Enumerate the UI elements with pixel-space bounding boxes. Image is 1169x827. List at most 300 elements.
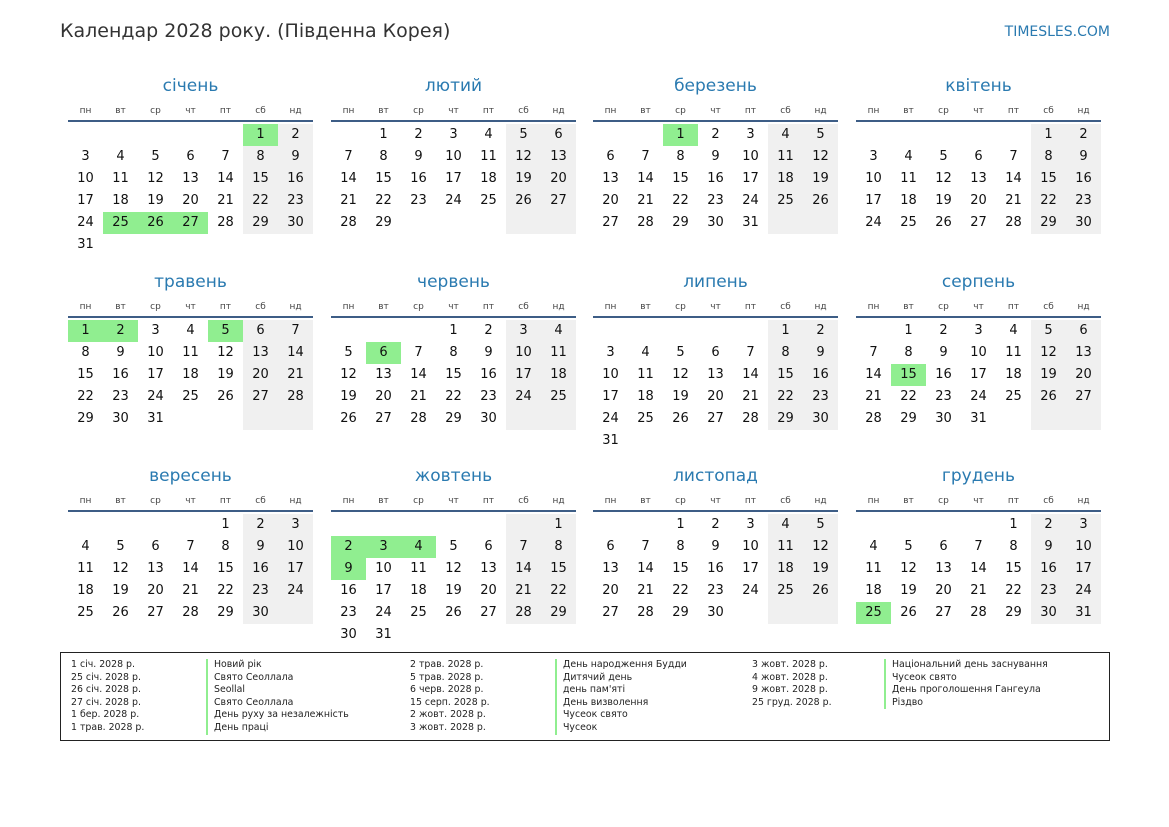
day-cell-holiday: 2 xyxy=(331,536,366,558)
month-1 xyxy=(68,76,313,266)
day-cell: 2 xyxy=(256,517,265,532)
day-cell: 24 xyxy=(602,411,619,426)
day-cell: 25 xyxy=(637,411,654,426)
day-cell: 7 xyxy=(291,323,300,338)
day-cell: 9 xyxy=(939,345,948,360)
day-cell: 2 xyxy=(414,127,423,142)
month-7 xyxy=(593,272,838,462)
holiday-date: 27 січ. 2028 р. xyxy=(71,696,141,708)
day-cell: 10 xyxy=(970,345,987,360)
holiday-names-column xyxy=(884,659,1048,709)
day-cell: 1 xyxy=(781,323,790,338)
day-cell: 3 xyxy=(974,323,983,338)
day-cell: 27 xyxy=(480,605,497,620)
weekday-label: пн xyxy=(867,302,880,312)
day-cell: 17 xyxy=(77,193,94,208)
day-cell: 6 xyxy=(554,127,563,142)
day-cell: 20 xyxy=(480,583,497,598)
day-cell: 24 xyxy=(970,389,987,404)
holiday-name: Seollal xyxy=(206,684,349,697)
day-cell: 3 xyxy=(291,517,300,532)
weekday-label: нд xyxy=(814,496,827,506)
header-rule xyxy=(68,510,313,512)
site-link[interactable]: TIMESLES.COM xyxy=(1004,24,1110,40)
holiday-date: 4 жовт. 2028 р. xyxy=(752,671,828,683)
holiday-name: Новий рік xyxy=(206,659,349,672)
day-cell: 9 xyxy=(816,345,825,360)
day-cell: 5 xyxy=(816,127,825,142)
day-cell: 20 xyxy=(182,193,199,208)
day-cell-holiday: 25 xyxy=(856,602,891,624)
day-cell: 14 xyxy=(1005,171,1022,186)
holiday-dates-column xyxy=(410,659,490,735)
day-cell: 16 xyxy=(707,561,724,576)
day-cell: 20 xyxy=(550,171,567,186)
header-rule xyxy=(68,316,313,318)
weekday-label: пн xyxy=(79,302,92,312)
weekday-label: чт xyxy=(710,106,721,116)
weekday-label: ср xyxy=(675,302,686,312)
day-cell: 18 xyxy=(77,583,94,598)
weekday-label: пн xyxy=(604,302,617,312)
day-cell: 7 xyxy=(414,345,423,360)
day-cell: 21 xyxy=(637,583,654,598)
month-5 xyxy=(68,272,313,462)
day-cell: 28 xyxy=(515,605,532,620)
day-cell: 7 xyxy=(344,149,353,164)
weekday-label: нд xyxy=(814,106,827,116)
day-cell: 7 xyxy=(869,345,878,360)
weekday-label: ср xyxy=(413,302,424,312)
day-cell: 1 xyxy=(554,517,563,532)
day-cell: 12 xyxy=(340,367,357,382)
holiday-name: День праці xyxy=(206,722,349,735)
day-cell: 9 xyxy=(1079,149,1088,164)
month-4 xyxy=(856,76,1101,266)
day-cell: 18 xyxy=(900,193,917,208)
day-cell: 13 xyxy=(707,367,724,382)
day-cell: 17 xyxy=(147,367,164,382)
weekday-label: нд xyxy=(1077,106,1090,116)
day-cell: 20 xyxy=(707,389,724,404)
month-title: жовтень xyxy=(414,466,493,486)
weekday-label: пт xyxy=(1007,496,1020,506)
day-cell: 2 xyxy=(711,127,720,142)
day-cell: 9 xyxy=(414,149,423,164)
day-cell: 23 xyxy=(707,583,724,598)
day-cell: 28 xyxy=(742,411,759,426)
weekday-label: сб xyxy=(255,106,266,116)
weekday-label: вт xyxy=(640,302,651,312)
day-cell: 26 xyxy=(445,605,462,620)
day-cell: 14 xyxy=(217,171,234,186)
day-cell: 12 xyxy=(1040,345,1057,360)
day-cell: 11 xyxy=(182,345,199,360)
month-title: лютий xyxy=(424,76,483,96)
day-cell: 17 xyxy=(970,367,987,382)
day-cell: 17 xyxy=(742,561,759,576)
month-11 xyxy=(593,466,838,656)
day-cell: 12 xyxy=(672,367,689,382)
day-cell: 24 xyxy=(1075,583,1092,598)
weekday-label: чт xyxy=(185,302,196,312)
weekday-label: чт xyxy=(448,106,459,116)
weekday-label: ср xyxy=(938,106,949,116)
day-cell: 22 xyxy=(217,583,234,598)
day-cell: 14 xyxy=(865,367,882,382)
holiday-date: 15 серп. 2028 р. xyxy=(410,696,490,708)
day-cell: 18 xyxy=(777,171,794,186)
day-cell: 22 xyxy=(1005,583,1022,598)
page-title: Календар 2028 року. (Південна Корея) xyxy=(60,20,451,42)
weekday-label: вт xyxy=(640,496,651,506)
day-cell: 8 xyxy=(676,149,685,164)
day-cell: 20 xyxy=(375,389,392,404)
holiday-date: 3 жовт. 2028 р. xyxy=(410,721,486,733)
day-cell: 15 xyxy=(672,561,689,576)
day-cell: 23 xyxy=(340,605,357,620)
day-cell: 21 xyxy=(217,193,234,208)
day-cell: 28 xyxy=(637,215,654,230)
weekday-label: нд xyxy=(814,302,827,312)
day-cell: 18 xyxy=(410,583,427,598)
holiday-date: 2 жовт. 2028 р. xyxy=(410,709,486,721)
month-10 xyxy=(331,466,576,656)
holiday-name: День проголошення Гангеула xyxy=(884,684,1048,697)
day-cell: 3 xyxy=(869,149,878,164)
weekday-label: сб xyxy=(518,496,529,506)
day-cell: 23 xyxy=(410,193,427,208)
day-cell: 16 xyxy=(1075,171,1092,186)
day-cell: 22 xyxy=(672,193,689,208)
day-cell: 6 xyxy=(256,323,265,338)
day-cell: 17 xyxy=(1075,561,1092,576)
day-cell: 24 xyxy=(287,583,304,598)
day-cell: 27 xyxy=(970,215,987,230)
day-cell: 31 xyxy=(602,433,619,448)
day-cell: 9 xyxy=(116,345,125,360)
day-cell: 13 xyxy=(480,561,497,576)
weekday-label: сб xyxy=(255,496,266,506)
day-cell: 15 xyxy=(550,561,567,576)
weekday-label: сб xyxy=(780,106,791,116)
weekday-label: ср xyxy=(150,106,161,116)
day-cell: 19 xyxy=(812,171,829,186)
holidays-list xyxy=(60,652,1110,741)
day-cell: 22 xyxy=(77,389,94,404)
day-cell: 8 xyxy=(81,345,90,360)
weekday-label: пт xyxy=(744,106,757,116)
day-cell: 4 xyxy=(116,149,125,164)
day-cell: 29 xyxy=(217,605,234,620)
holiday-dates-column xyxy=(752,659,832,709)
weekday-label: нд xyxy=(552,302,565,312)
day-cell: 26 xyxy=(812,583,829,598)
day-cell: 14 xyxy=(970,561,987,576)
weekday-label: пн xyxy=(867,106,880,116)
day-cell: 3 xyxy=(1079,517,1088,532)
day-cell-holiday: 15 xyxy=(891,364,926,386)
day-cell: 23 xyxy=(252,583,269,598)
day-cell: 21 xyxy=(970,583,987,598)
day-cell: 11 xyxy=(865,561,882,576)
day-cell: 4 xyxy=(641,345,650,360)
day-cell: 25 xyxy=(777,583,794,598)
day-cell: 2 xyxy=(711,517,720,532)
day-cell: 23 xyxy=(1075,193,1092,208)
weekday-label: пт xyxy=(219,302,232,312)
day-cell: 4 xyxy=(869,539,878,554)
day-cell: 8 xyxy=(1009,539,1018,554)
holiday-name: Дитячий день xyxy=(555,672,687,685)
weekday-label: вт xyxy=(903,106,914,116)
day-cell: 5 xyxy=(151,149,160,164)
day-cell: 19 xyxy=(935,193,952,208)
day-cell: 22 xyxy=(445,389,462,404)
day-cell: 4 xyxy=(904,149,913,164)
header-rule xyxy=(593,510,838,512)
holiday-date: 2 трав. 2028 р. xyxy=(410,659,484,670)
day-cell: 1 xyxy=(1009,517,1018,532)
day-cell: 17 xyxy=(375,583,392,598)
day-cell: 29 xyxy=(77,411,94,426)
header-rule xyxy=(331,120,576,122)
day-cell: 27 xyxy=(602,605,619,620)
day-cell: 24 xyxy=(77,215,94,230)
day-cell: 21 xyxy=(340,193,357,208)
day-cell: 31 xyxy=(77,237,94,252)
weekday-label: нд xyxy=(1077,302,1090,312)
day-cell: 12 xyxy=(112,561,129,576)
day-cell: 15 xyxy=(252,171,269,186)
holiday-name: День руху за незалежність xyxy=(206,709,349,722)
day-cell: 20 xyxy=(935,583,952,598)
day-cell: 7 xyxy=(519,539,528,554)
day-cell: 28 xyxy=(182,605,199,620)
day-cell: 23 xyxy=(112,389,129,404)
day-cell: 28 xyxy=(865,411,882,426)
day-cell: 8 xyxy=(449,345,458,360)
month-title: серпень xyxy=(941,272,1016,292)
day-cell: 27 xyxy=(602,215,619,230)
day-cell: 3 xyxy=(519,323,528,338)
day-cell: 3 xyxy=(449,127,458,142)
day-cell: 21 xyxy=(182,583,199,598)
day-cell: 17 xyxy=(742,171,759,186)
month-9 xyxy=(68,466,313,656)
day-cell: 14 xyxy=(287,345,304,360)
day-cell: 19 xyxy=(900,583,917,598)
day-cell: 11 xyxy=(777,539,794,554)
day-cell: 15 xyxy=(672,171,689,186)
header-rule xyxy=(856,510,1101,512)
month-title: липень xyxy=(683,272,748,292)
weekday-label: нд xyxy=(1077,496,1090,506)
weekday-label: пн xyxy=(79,496,92,506)
day-cell: 4 xyxy=(186,323,195,338)
day-cell: 16 xyxy=(287,171,304,186)
weekday-label: вт xyxy=(115,302,126,312)
day-cell: 17 xyxy=(602,389,619,404)
day-cell: 3 xyxy=(746,517,755,532)
day-cell: 22 xyxy=(900,389,917,404)
day-cell-holiday: 4 xyxy=(401,536,436,558)
day-cell: 25 xyxy=(480,193,497,208)
day-cell: 31 xyxy=(375,627,392,642)
day-cell: 18 xyxy=(865,583,882,598)
day-cell: 30 xyxy=(935,411,952,426)
day-cell: 25 xyxy=(182,389,199,404)
holiday-dates-column xyxy=(71,659,144,735)
weekday-label: пт xyxy=(744,496,757,506)
day-cell: 24 xyxy=(742,583,759,598)
day-cell: 9 xyxy=(256,539,265,554)
weekday-label: пт xyxy=(482,496,495,506)
day-cell: 11 xyxy=(410,561,427,576)
weekday-label: ср xyxy=(150,496,161,506)
day-cell: 1 xyxy=(904,323,913,338)
holiday-name: Свято Сеоллала xyxy=(206,697,349,710)
day-cell-holiday: 3 xyxy=(366,536,401,558)
holiday-name: Свято Сеоллала xyxy=(206,672,349,685)
month-title: грудень xyxy=(941,466,1016,486)
day-cell: 21 xyxy=(410,389,427,404)
weekday-label: сб xyxy=(780,496,791,506)
weekday-label: вт xyxy=(115,496,126,506)
day-cell: 8 xyxy=(781,345,790,360)
weekday-label: пт xyxy=(482,302,495,312)
holiday-name: Чусеок свято xyxy=(555,709,687,722)
weekday-label: ср xyxy=(413,496,424,506)
day-cell: 6 xyxy=(1079,323,1088,338)
day-cell-holiday: 1 xyxy=(663,124,698,146)
weekday-label: чт xyxy=(973,106,984,116)
day-cell: 27 xyxy=(147,605,164,620)
month-3 xyxy=(593,76,838,266)
day-cell: 13 xyxy=(375,367,392,382)
day-cell: 5 xyxy=(1044,323,1053,338)
weekday-label: пн xyxy=(604,496,617,506)
day-cell: 4 xyxy=(1009,323,1018,338)
day-cell: 1 xyxy=(1044,127,1053,142)
day-cell: 28 xyxy=(970,605,987,620)
day-cell: 17 xyxy=(287,561,304,576)
weekday-label: пн xyxy=(867,496,880,506)
day-cell: 19 xyxy=(1040,367,1057,382)
day-cell: 20 xyxy=(970,193,987,208)
day-cell: 26 xyxy=(515,193,532,208)
day-cell: 2 xyxy=(484,323,493,338)
day-cell: 8 xyxy=(904,345,913,360)
holiday-date: 1 бер. 2028 р. xyxy=(71,709,140,721)
day-cell: 17 xyxy=(515,367,532,382)
day-cell: 13 xyxy=(1075,345,1092,360)
weekday-label: ср xyxy=(938,302,949,312)
weekday-label: сб xyxy=(255,302,266,312)
day-cell: 16 xyxy=(340,583,357,598)
weekday-label: сб xyxy=(518,302,529,312)
day-cell: 13 xyxy=(935,561,952,576)
weekday-label: ср xyxy=(675,496,686,506)
weekday-label: вт xyxy=(903,496,914,506)
day-cell: 6 xyxy=(606,149,615,164)
day-cell: 14 xyxy=(637,171,654,186)
day-cell: 10 xyxy=(602,367,619,382)
day-cell: 29 xyxy=(1005,605,1022,620)
day-cell-holiday: 25 xyxy=(103,212,138,234)
day-cell-holiday: 1 xyxy=(68,320,103,342)
day-cell: 5 xyxy=(904,539,913,554)
day-cell: 30 xyxy=(707,605,724,620)
day-cell: 3 xyxy=(81,149,90,164)
day-cell: 26 xyxy=(340,411,357,426)
day-cell: 29 xyxy=(672,605,689,620)
day-cell-holiday: 2 xyxy=(103,320,138,342)
day-cell: 6 xyxy=(974,149,983,164)
day-cell: 19 xyxy=(445,583,462,598)
day-cell: 13 xyxy=(602,561,619,576)
day-cell: 31 xyxy=(147,411,164,426)
day-cell: 25 xyxy=(410,605,427,620)
day-cell: 6 xyxy=(151,539,160,554)
day-cell: 15 xyxy=(445,367,462,382)
day-cell: 28 xyxy=(287,389,304,404)
month-title: листопад xyxy=(673,466,758,486)
day-cell: 15 xyxy=(777,367,794,382)
weekday-label: пн xyxy=(342,106,355,116)
day-cell: 21 xyxy=(742,389,759,404)
day-cell: 25 xyxy=(77,605,94,620)
weekday-label: пн xyxy=(604,106,617,116)
day-cell: 1 xyxy=(449,323,458,338)
weekday-label: вт xyxy=(903,302,914,312)
weekday-label: пт xyxy=(1007,106,1020,116)
day-cell: 30 xyxy=(287,215,304,230)
weekday-label: пт xyxy=(1007,302,1020,312)
day-cell: 20 xyxy=(602,193,619,208)
day-cell: 28 xyxy=(1005,215,1022,230)
weekday-label: нд xyxy=(552,106,565,116)
holiday-date: 5 трав. 2028 р. xyxy=(410,671,484,683)
day-cell: 5 xyxy=(449,539,458,554)
day-cell: 23 xyxy=(1040,583,1057,598)
day-cell: 12 xyxy=(935,171,952,186)
holiday-name: День народження Будди xyxy=(555,659,687,672)
weekday-label: ср xyxy=(150,302,161,312)
day-cell: 10 xyxy=(1075,539,1092,554)
day-cell: 6 xyxy=(606,539,615,554)
day-cell: 4 xyxy=(781,517,790,532)
day-cell: 10 xyxy=(147,345,164,360)
weekday-label: сб xyxy=(1043,106,1054,116)
weekday-label: чт xyxy=(448,302,459,312)
day-cell: 3 xyxy=(746,127,755,142)
day-cell: 7 xyxy=(746,345,755,360)
day-cell: 11 xyxy=(77,561,94,576)
day-cell: 26 xyxy=(672,411,689,426)
day-cell: 22 xyxy=(1040,193,1057,208)
day-cell: 5 xyxy=(816,517,825,532)
day-cell: 22 xyxy=(550,583,567,598)
day-cell: 29 xyxy=(252,215,269,230)
day-cell: 10 xyxy=(77,171,94,186)
weekday-label: сб xyxy=(1043,496,1054,506)
weekday-label: нд xyxy=(289,106,302,116)
month-title: квітень xyxy=(945,76,1012,96)
weekday-label: чт xyxy=(710,302,721,312)
day-cell: 1 xyxy=(379,127,388,142)
day-cell: 6 xyxy=(484,539,493,554)
